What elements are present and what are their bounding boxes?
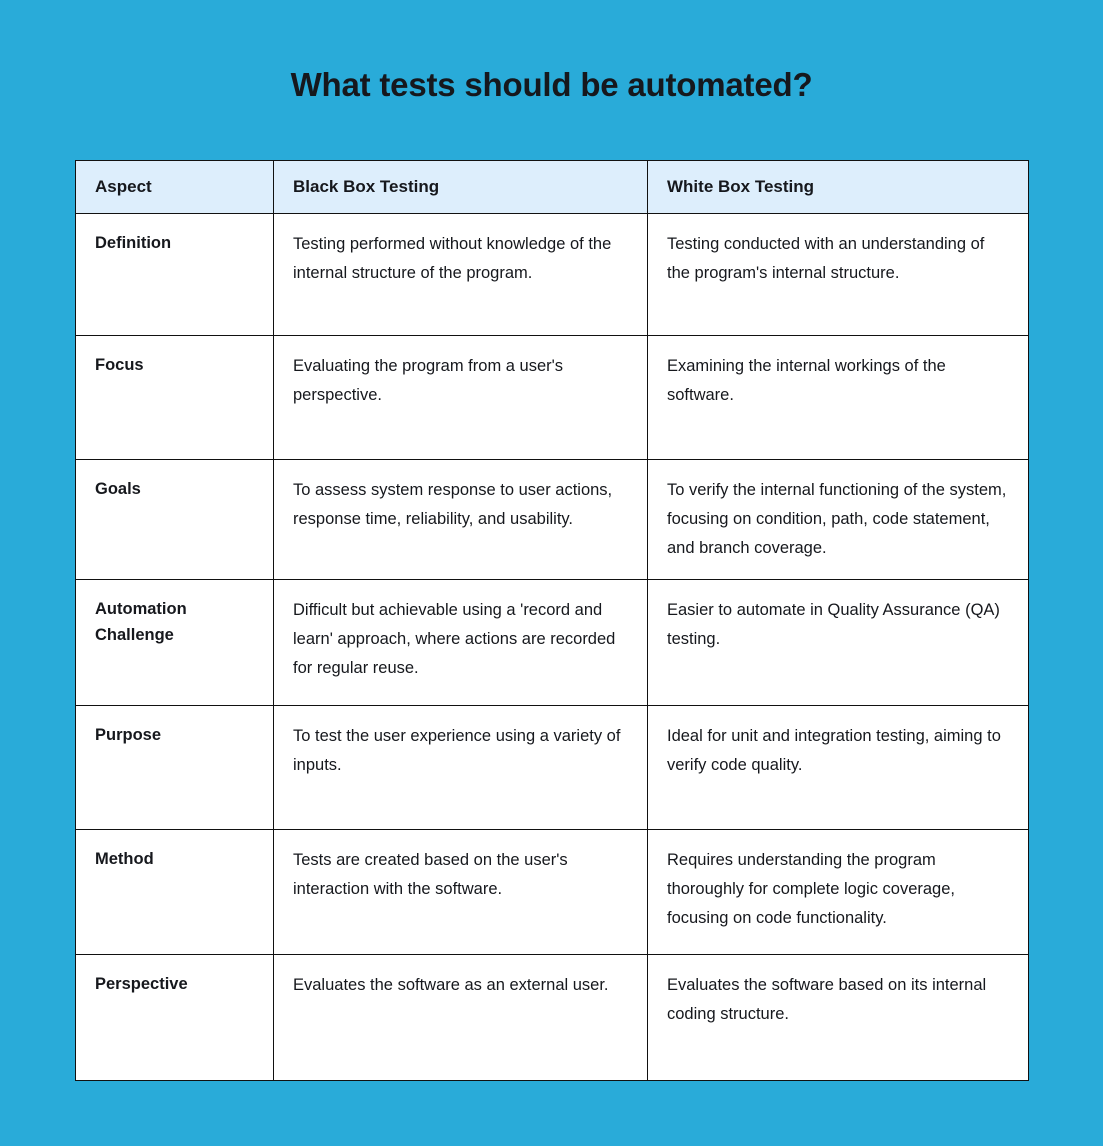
cell-black-box: Difficult but achievable using a 'record and learn' approach, where actions are recorded for regular reuse. [274,580,648,706]
table-row [76,580,1029,706]
cell-aspect: Method [76,830,274,955]
cell-aspect: Definition [76,214,274,336]
cell-white-box: Evaluates the software based on its internal coding structure. [648,955,1029,1081]
cell-black-box: To assess system response to user actions, response time, reliability, and usability. [274,460,648,580]
cell-black-box: To test the user experience using a variety of inputs. [274,706,648,830]
table-row [76,214,1029,336]
cell-white-box: To verify the internal functioning of the system, focusing on condition, path, code statement, and branch coverage. [648,460,1029,580]
cell-black-box: Tests are created based on the user's interaction with the software. [274,830,648,955]
table-row [76,706,1029,830]
cell-white-box: Ideal for unit and integration testing, aiming to verify code quality. [648,706,1029,830]
page-title: What tests should be automated? [290,66,813,103]
cell-white-box: Requires understanding the program thoroughly for complete logic coverage, focusing on code functionality. [648,830,1029,955]
table-body [76,214,1029,1081]
cell-black-box: Testing performed without knowledge of the internal structure of the program. [274,214,648,336]
comparison-table-container [75,160,1028,1081]
column-header-white-box: White Box Testing [648,161,1029,214]
table-header-row [76,161,1029,214]
cell-aspect: Perspective [76,955,274,1081]
table-row [76,460,1029,580]
cell-black-box: Evaluating the program from a user's perspective. [274,336,648,460]
column-header-aspect: Aspect [76,161,274,214]
column-header-black-box: Black Box Testing [274,161,648,214]
cell-aspect: Automation Challenge [76,580,274,706]
cell-aspect: Focus [76,336,274,460]
cell-aspect: Purpose [76,706,274,830]
cell-white-box: Examining the internal workings of the software. [648,336,1029,460]
table-row [76,336,1029,460]
cell-black-box: Evaluates the software as an external user. [274,955,648,1081]
cell-white-box: Testing conducted with an understanding of the program's internal structure. [648,214,1029,336]
comparison-table [75,160,1029,1081]
cell-white-box: Easier to automate in Quality Assurance (QA) testing. [648,580,1029,706]
table-row [76,955,1029,1081]
cell-aspect: Goals [76,460,274,580]
table-row [76,830,1029,955]
table-header [76,161,1029,214]
